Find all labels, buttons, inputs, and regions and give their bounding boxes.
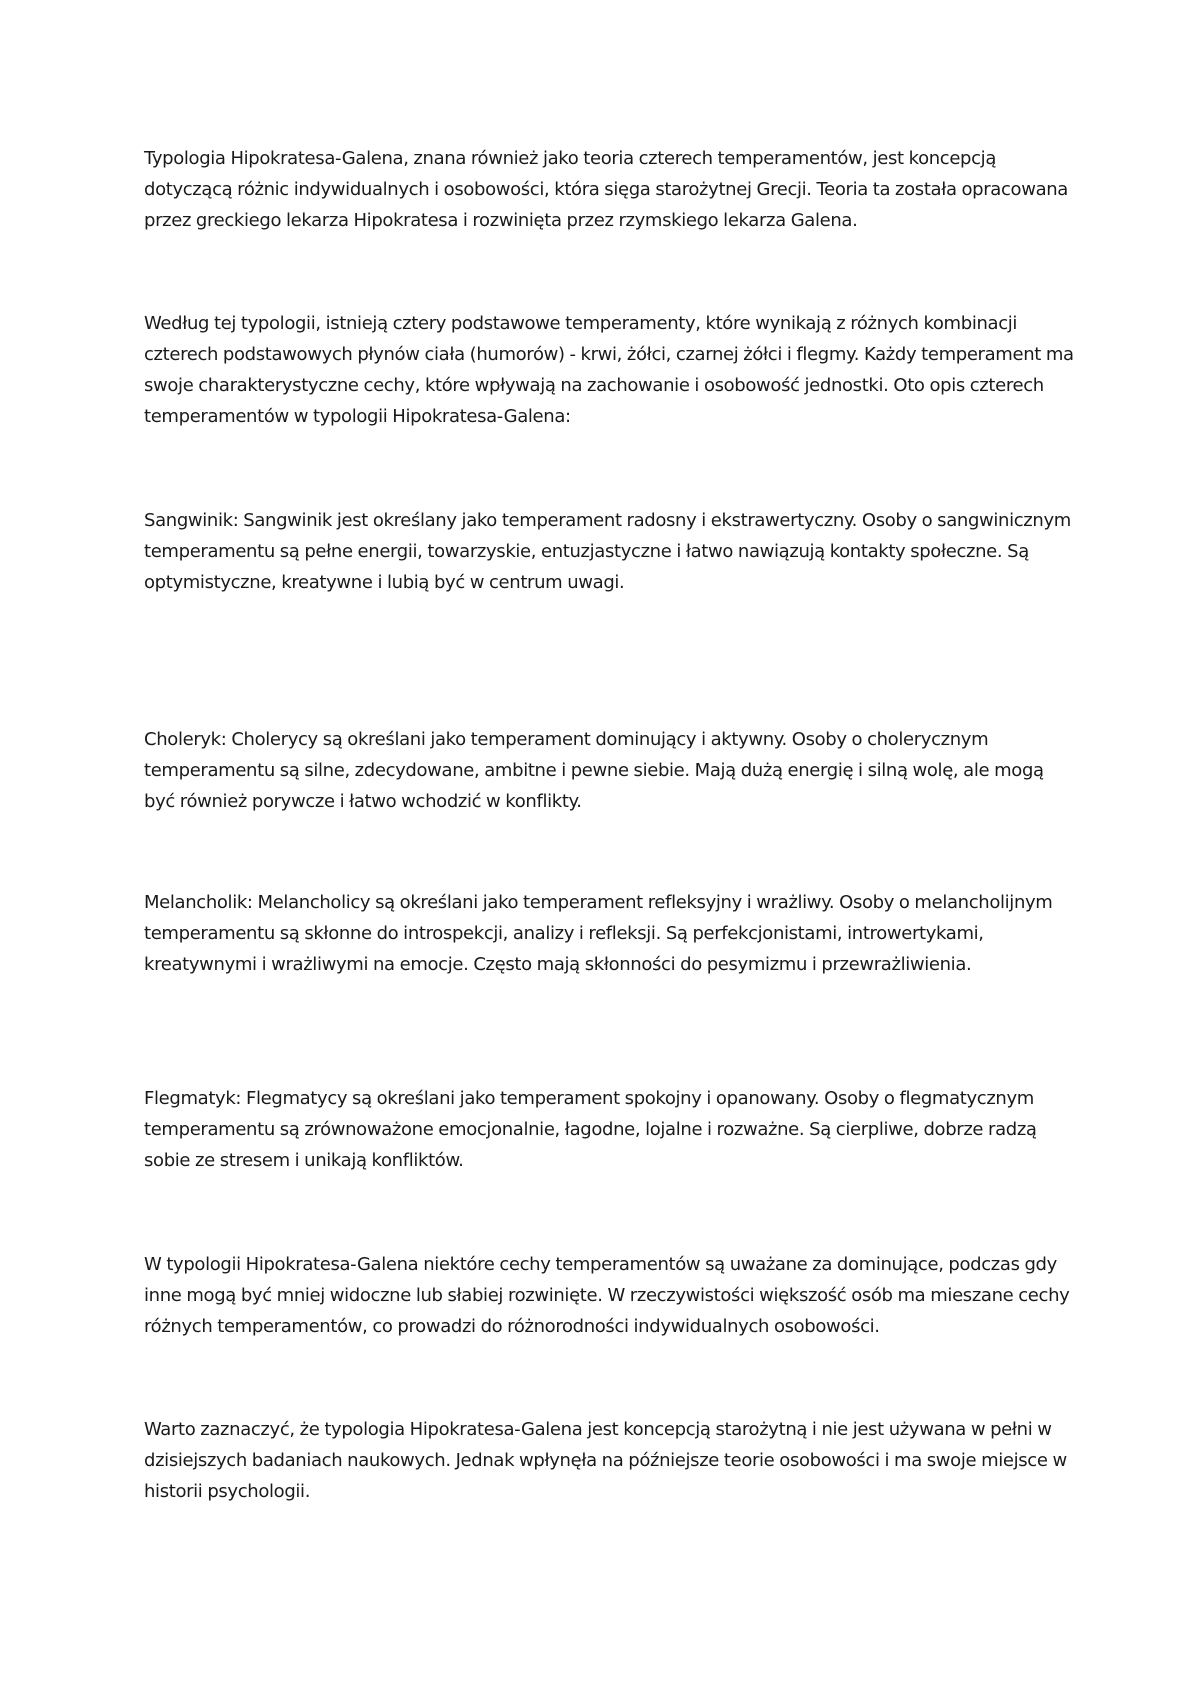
paragraph-choleryk: Choleryk: Cholerycy są określani jako temperament dominujący i aktywny. Osoby o cholerycznym temperamentu są silne, zdecydowane, ambitne i pewne siebie. Mają dużą energię i silną wolę, ale mogą być również porywcze i łatwo wchodzić w konflikty. bbox=[144, 729, 1044, 812]
paragraph-flegmatyk: Flegmatyk: Flegmatycy są określani jako temperament spokojny i opanowany. Osoby o flegmatycznym temperamentu są zrównoważone emocjonalnie, łagodne, lojalne i rozważne. Są cierpliwe, dobrze radzą sobie ze stresem i unikają konfliktów. bbox=[144, 1088, 1037, 1171]
paragraph-conclusion: Warto zaznaczyć, że typologia Hipokratesa-Galena jest koncepcją starożytną i nie jest używana w pełni w dzisiejszych badaniach naukowych. Jednak wpłynęła na późniejsze teorie osobowości i ma swoje miejsce w historii psychologii. bbox=[144, 1419, 1067, 1502]
paragraph-four-temperaments: Według tej typologii, istnieją cztery podstawowe temperamenty, które wynikają z różnych kombinacji czterech podstawowych płynów ciała (humorów) - krwi, żółci, czarnej żółci i flegmy. Każdy temperament ma swoje charakterystyczne cechy, które wpływają na zachowanie i osobowość jednostki. Oto opis czterech temperamentów w typologii Hipokratesa-Galena: bbox=[144, 313, 1074, 427]
paragraph-intro: Typologia Hipokratesa-Galena, znana również jako teoria czterech temperamentów, jest koncepcją dotyczącą różnic indywidualnych i osobowości, która sięga starożytnej Grecji. Teoria ta została opracowana przez greckiego lekarza Hipokratesa i rozwinięta przez rzymskiego lekarza Galena. bbox=[144, 148, 1068, 231]
paragraph-mixed-traits: W typologii Hipokratesa-Galena niektóre cechy temperamentów są uważane za dominujące, podczas gdy inne mogą być mniej widoczne lub słabiej rozwinięte. W rzeczywistości większość osób ma mieszane cechy różnych temperamentów, co prowadzi do różnorodności indywidualnych osobowości. bbox=[144, 1254, 1070, 1337]
paragraph-melancholik: Melancholik: Melancholicy są określani jako temperament refleksyjny i wrażliwy. Osoby o melancholijnym temperamentu są skłonne do introspekcji, analizy i refleksji. Są perfekcjonistami, introwertykami, kreatywnymi i wrażliwymi na emocje. Często mają skłonności do pesymizmu i przewrażliwienia. bbox=[144, 892, 1053, 975]
paragraph-sangwinik: Sangwinik: Sangwinik jest określany jako temperament radosny i ekstrawertyczny. Osoby o sangwinicznym temperamentu są pełne energii, towarzyskie, entuzjastyczne i łatwo nawiązują kontakty społeczne. Są optymistyczne, kreatywne i lubią być w centrum uwagi. bbox=[144, 510, 1071, 593]
